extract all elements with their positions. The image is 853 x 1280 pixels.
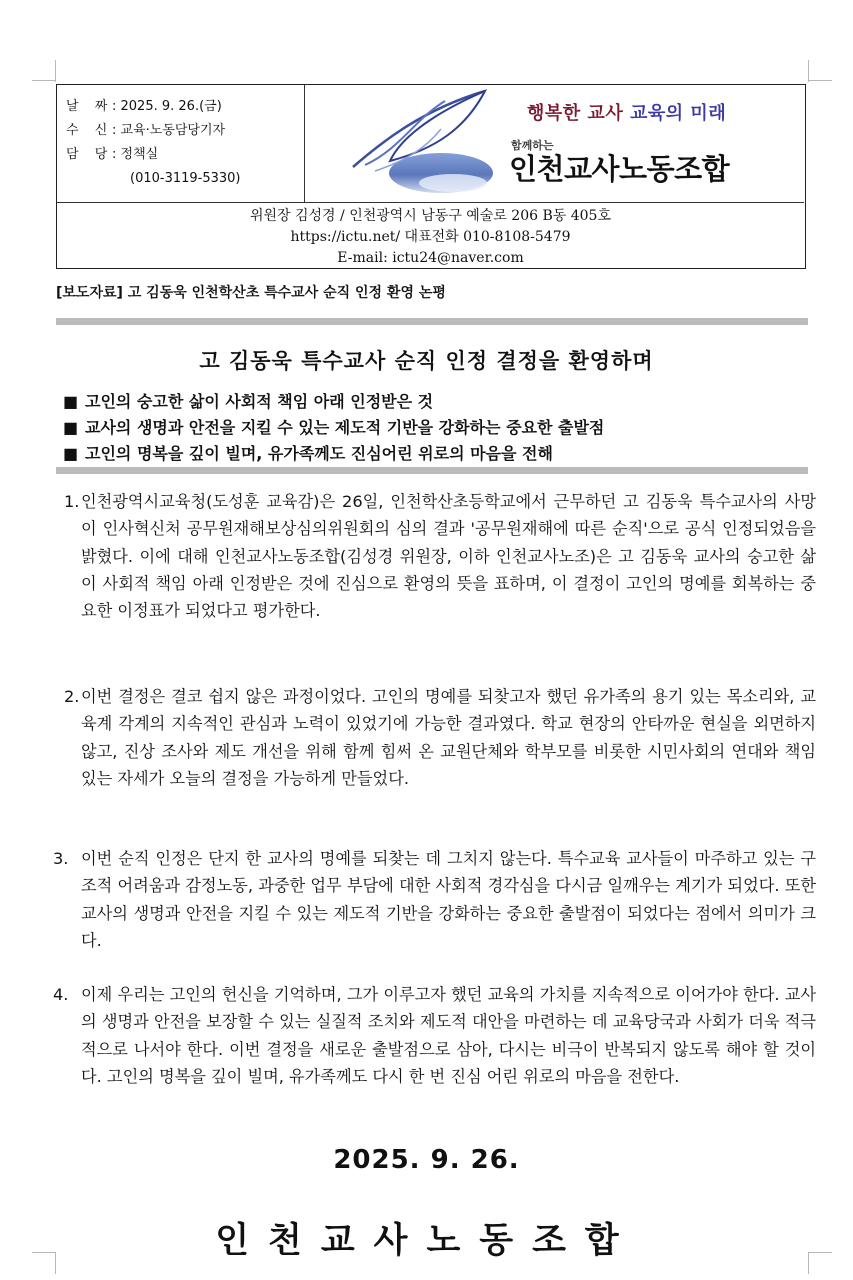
paragraph-4: 4. 이제 우리는 고인의 헌신을 기억하며, 그가 이루고자 했던 교육의 가치를 지속적으로 이어가야 한다. 교사의 생명과 안전을 보장할 수 있는 실질적 조치와 제도적 대안을 마련하는 데 교육당국과 사회가 더욱 적극적으로 나서야 한다. 이번 결정을 새로운 출발점으로 삼아, 다시는 비극이 반복되지 않도록 해야 할 것이다. 고인의 명복을 깊이 빌며, 유가족께도 다시 한 번 진심 어린 위로의 마음을 전한다. (53, 981, 816, 1090)
paragraph-number: 3. (53, 849, 69, 868)
website-phone-line[interactable]: https://ictu.net/ 대표전화 010-8108-5479 (290, 229, 571, 245)
union-slogan: 행복한 교사 교육의 미래 (527, 103, 727, 124)
leaf-logo-icon (345, 89, 495, 199)
press-release-header (56, 84, 806, 269)
key-point: ■ 고인의 명복을 깊이 빌며, 유가족께도 진심어린 위로의 마음을 전해 (63, 441, 604, 467)
square-bullet-icon: ■ (63, 418, 79, 437)
divider-top (56, 318, 808, 325)
meta-date: 날 짜: 2025. 9. 26.(금) (66, 99, 222, 114)
crop-mark (55, 60, 56, 82)
key-point: ■ 고인의 숭고한 삶이 사회적 책임 아래 인정받은 것 (63, 389, 604, 415)
key-points (63, 389, 604, 467)
paragraph-number: 2. (64, 687, 80, 706)
paragraph-number: 4. (53, 985, 69, 1004)
meta-recipient: 수 신: 교육·노동담당기자 (66, 123, 226, 138)
union-contact-info (57, 202, 804, 268)
square-bullet-icon: ■ (63, 392, 79, 411)
address-line: 위원장 김성경 / 인천광역시 남동구 예술로 206 B동 405호 (249, 208, 611, 224)
key-point: ■ 교사의 생명과 안전을 지킬 수 있는 제도적 기반을 강화하는 중요한 출발점 (63, 415, 604, 441)
document-title: 고 김동욱 특수교사 순직 인정 결정을 환영하며 (199, 349, 654, 373)
union-logo (305, 85, 804, 202)
paragraph-1: 1. 인천광역시교육청(도성훈 교육감)은 26일, 인천학산초등학교에서 근무하던 고 김동욱 특수교사의 사망이 인사혁신처 공무원재해보상심의위원회의 심의 결과 '공무원재해에 따른 순직'으로 공식 인정되었음을 밝혔다. 이에 대해 인천교사노동조합(김성경 위원장, 이하 인천교사노조)은 고 김동욱 교사의 숭고한 삶이 사회적 책임 아래 인정받은 것에 진심으로 환영의 뜻을 표하며, 이 결정이 고인의 명예를 회복하는 중요한 이정표가 되었다고 평가한다. (64, 488, 816, 624)
union-name: 인천교사노동조합 (509, 152, 730, 186)
crop-mark (808, 60, 809, 82)
meta-contact: 담 당: 정책실 (66, 147, 159, 162)
release-meta (57, 85, 305, 202)
email-line[interactable]: E-mail: ictu24@naver.com (337, 250, 524, 266)
press-release-title: [보도자료] 고 김동욱 인천학산초 특수교사 순직 인정 환영 논평 (56, 285, 446, 301)
square-bullet-icon: ■ (63, 444, 79, 463)
logo-small-text: 함께하는 (511, 139, 554, 152)
crop-mark (808, 80, 832, 81)
paragraph-2: 2. 이번 결정은 결코 쉽지 않은 과정이었다. 고인의 명예를 되찾고자 했던 유가족의 용기 있는 목소리와, 교육계 각계의 지속적인 관심과 노력이 있었기에 가능한 결과였다. 학교 현장의 안타까운 현실을 외면하지 않고, 진상 조사와 제도 개선을 위해 함께 힘써 온 교원단체와 학부모를 비롯한 시민사회의 연대와 책임 있는 자세가 오늘의 결정을 가능하게 만들었다. (64, 683, 816, 792)
crop-mark (32, 80, 56, 81)
meta-contact-phone: (010-3119-5330) (130, 171, 241, 186)
divider-bottom (56, 467, 808, 474)
paragraph-3: 3. 이번 순직 인정은 단지 한 교사의 명예를 되찾는 데 그치지 않는다. 특수교육 교사들이 마주하고 있는 구조적 어려움과 감정노동, 과중한 업무 부담에 대한 사회적 경각심을 다시금 일깨우는 계기가 되었다. 또한 교사의 생명과 안전을 지킬 수 있는 제도적 기반을 강화하는 중요한 출발점이 되었다는 점에서 의미가 크다. (53, 845, 816, 954)
paragraph-number: 1. (64, 492, 80, 511)
release-date: 2025. 9. 26. (333, 1145, 520, 1175)
union-signature: 인천교사노동조합 (215, 1221, 638, 1261)
